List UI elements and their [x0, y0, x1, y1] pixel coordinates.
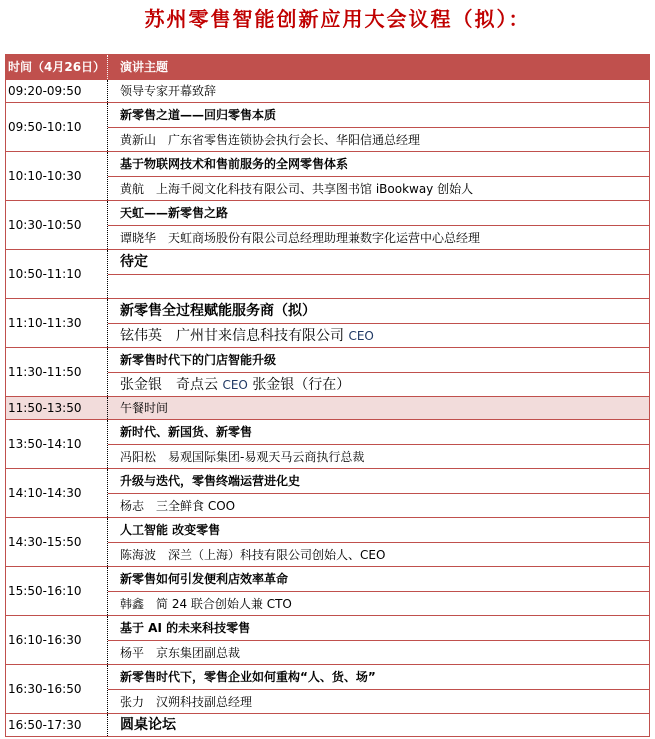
table-row — [6, 298, 649, 347]
session-time: 14:10-14:30 — [6, 469, 108, 517]
session-time: 10:30-10:50 — [6, 201, 108, 249]
table-row — [6, 151, 649, 200]
session-title: 午餐时间 — [120, 401, 169, 415]
session-title: 新零售时代下的门店智能升级 — [120, 353, 277, 367]
session-title: 新零售时代下，零售企业如何重构“人、货、场” — [120, 670, 376, 684]
session-title: 升级与迭代，零售终端运营进化史 — [120, 474, 301, 488]
session-speaker: 杨志 三全鲜食 COO — [108, 493, 649, 517]
session-time: 10:50-11:10 — [6, 250, 108, 298]
agenda-table — [5, 54, 650, 737]
session-speaker: 铉伟英 广州甘来信息科技有限公司 CEO — [108, 323, 649, 347]
session-speaker: 杨平 京东集团副总裁 — [108, 640, 649, 664]
session-title: 领导专家开幕致辞 — [120, 84, 217, 98]
session-speaker: 谭晓华 天虹商场股份有限公司总经理助理兼数字化运营中心总经理 — [108, 225, 649, 249]
session-title: 基于 AI 的未来科技零售 — [120, 621, 251, 635]
session-title: 新零售全过程赋能服务商（拟） — [120, 303, 316, 319]
session-time: 11:30-11:50 — [6, 348, 108, 396]
session-title: 天虹——新零售之路 — [120, 206, 229, 220]
session-title: 新零售之道——回归零售本质 — [120, 108, 277, 122]
table-row-lunch — [6, 396, 649, 419]
table-row — [6, 566, 649, 615]
session-time: 16:10-16:30 — [6, 616, 108, 664]
speaker-role: CEO — [348, 329, 374, 343]
table-row — [6, 419, 649, 468]
session-time: 15:50-16:10 — [6, 567, 108, 615]
session-speaker — [108, 274, 649, 298]
session-title: 新零售如何引发便利店效率革命 — [120, 572, 289, 586]
session-time: 16:30-16:50 — [6, 665, 108, 713]
table-row — [6, 102, 649, 151]
speaker-role: CEO — [222, 378, 248, 392]
table-row — [6, 200, 649, 249]
table-header-row — [6, 55, 649, 79]
session-speaker: 黄新山 广东省零售连锁协会执行会长、华阳信通总经理 — [108, 127, 649, 151]
table-row — [6, 79, 649, 102]
table-row — [6, 347, 649, 396]
table-row — [6, 664, 649, 713]
table-row — [6, 517, 649, 566]
session-title: 新时代、新国货、新零售 — [120, 425, 253, 439]
session-time: 14:30-15:50 — [6, 518, 108, 566]
session-time: 11:10-11:30 — [6, 299, 108, 347]
session-time: 13:50-14:10 — [6, 420, 108, 468]
table-row — [6, 615, 649, 664]
session-time: 09:20-09:50 — [6, 80, 108, 102]
session-time: 09:50-10:10 — [6, 103, 108, 151]
header-time: 时间（4月26日） — [6, 55, 108, 79]
session-speaker: 陈海波 深兰（上海）科技有限公司创始人、CEO — [108, 542, 649, 566]
session-time: 10:10-10:30 — [6, 152, 108, 200]
session-speaker: 冯阳松 易观国际集团-易观天马云商执行总裁 — [108, 444, 649, 468]
session-speaker: 张金银 奇点云 CEO 张金银（行在） — [108, 372, 649, 396]
session-title: 待定 — [120, 254, 148, 270]
table-row — [6, 249, 649, 298]
table-row — [6, 713, 649, 736]
session-speaker: 韩鑫 简 24 联合创始人兼 CTO — [108, 591, 649, 615]
session-speaker: 张力 汉朔科技副总经理 — [108, 689, 649, 713]
header-topic: 演讲主题 — [120, 60, 169, 74]
session-title: 圆桌论坛 — [120, 717, 176, 733]
session-title: 基于物联网技术和售前服务的全网零售体系 — [120, 157, 349, 171]
page-title: 苏州零售智能创新应用大会议程（拟）： — [144, 7, 531, 31]
session-time: 11:50-13:50 — [6, 397, 108, 419]
session-speaker: 黄航 上海千阅文化科技有限公司、共享图书馆 iBookway 创始人 — [108, 176, 649, 200]
table-row — [6, 468, 649, 517]
session-title: 人工智能 改变零售 — [120, 523, 221, 537]
session-time: 16:50-17:30 — [6, 714, 108, 736]
